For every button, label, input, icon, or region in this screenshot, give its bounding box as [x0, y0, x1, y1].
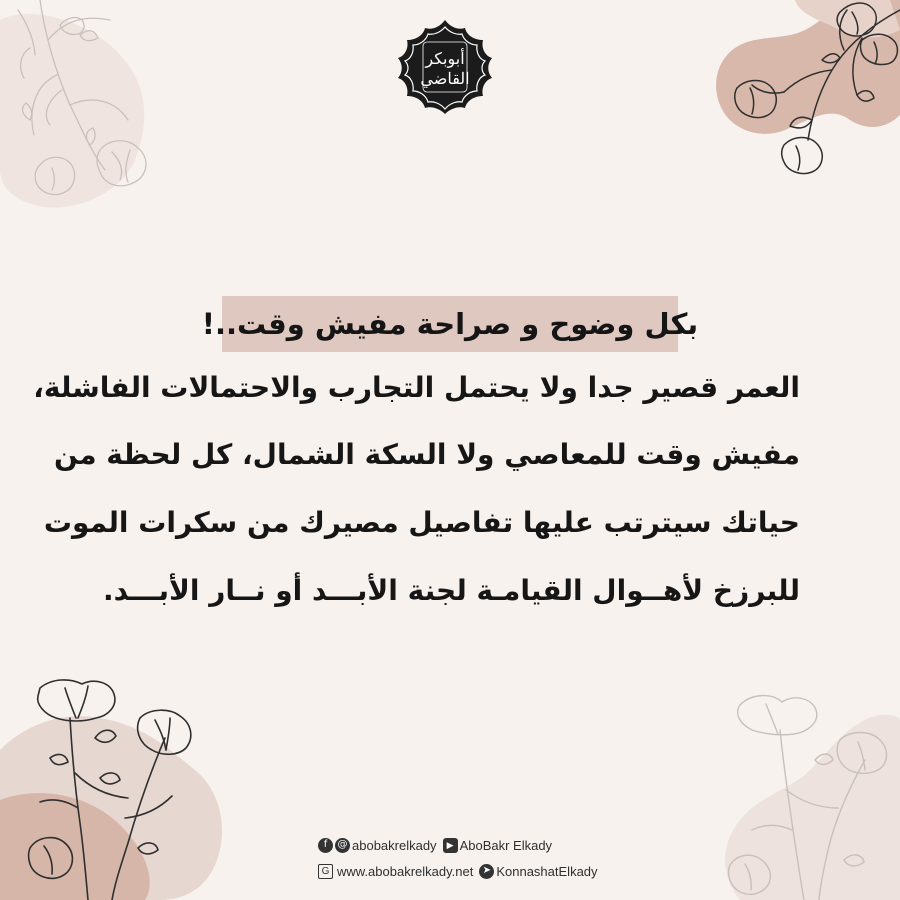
- calligraphy-seal-icon: [395, 18, 495, 116]
- footer-contacts: [318, 834, 618, 886]
- website-link[interactable]: www.abobakrelkady.net: [337, 863, 474, 879]
- facebook-icon: f: [318, 838, 333, 853]
- calligraphy-seal-logo: [395, 18, 495, 116]
- youtube-icon: ▶: [443, 838, 458, 853]
- youtube-group[interactable]: [443, 838, 553, 853]
- top-right-floral: [712, 0, 900, 180]
- bottom-left-floral: [20, 678, 210, 900]
- bottom-right-floral: [720, 690, 900, 900]
- footer-row-web: [318, 860, 604, 882]
- youtube-name: AboBakr Elkady: [459, 837, 553, 853]
- facebook-threads-group[interactable]: [318, 838, 437, 853]
- body-line: للبرزخ لأهــوال القيامـة لجنة الأبـــد أو نــار الأبـــد.: [103, 574, 800, 607]
- social-handle: abobakrelkady: [352, 837, 437, 853]
- footer-row-social: [318, 834, 558, 856]
- google-icon: G: [318, 864, 333, 879]
- telegram-icon: ➤: [479, 864, 494, 879]
- website-group[interactable]: [318, 864, 473, 879]
- body-line: مفيش وقت للمعاصي ولا السكة الشمال، كل لحظة من: [54, 438, 800, 471]
- headline: بكل وضوح و صراحة مفيش وقت..!: [201, 307, 699, 341]
- body-line: حياتك سيترتب عليها تفاصيل مصيرك من سكرات الموت: [43, 506, 800, 539]
- top-left-floral: [0, 0, 190, 210]
- logo-text-1: أبوبكر: [425, 49, 465, 68]
- telegram-handle: KonnashatElkady: [496, 863, 598, 879]
- logo-text-2: القاضي: [420, 69, 470, 88]
- body-line: العمر قصير جدا ولا يحتمل التجارب والاحتمالات الفاشلة،: [33, 371, 800, 404]
- telegram-group[interactable]: [479, 864, 597, 879]
- headline-highlight: [201, 296, 699, 352]
- threads-icon: @: [335, 838, 350, 853]
